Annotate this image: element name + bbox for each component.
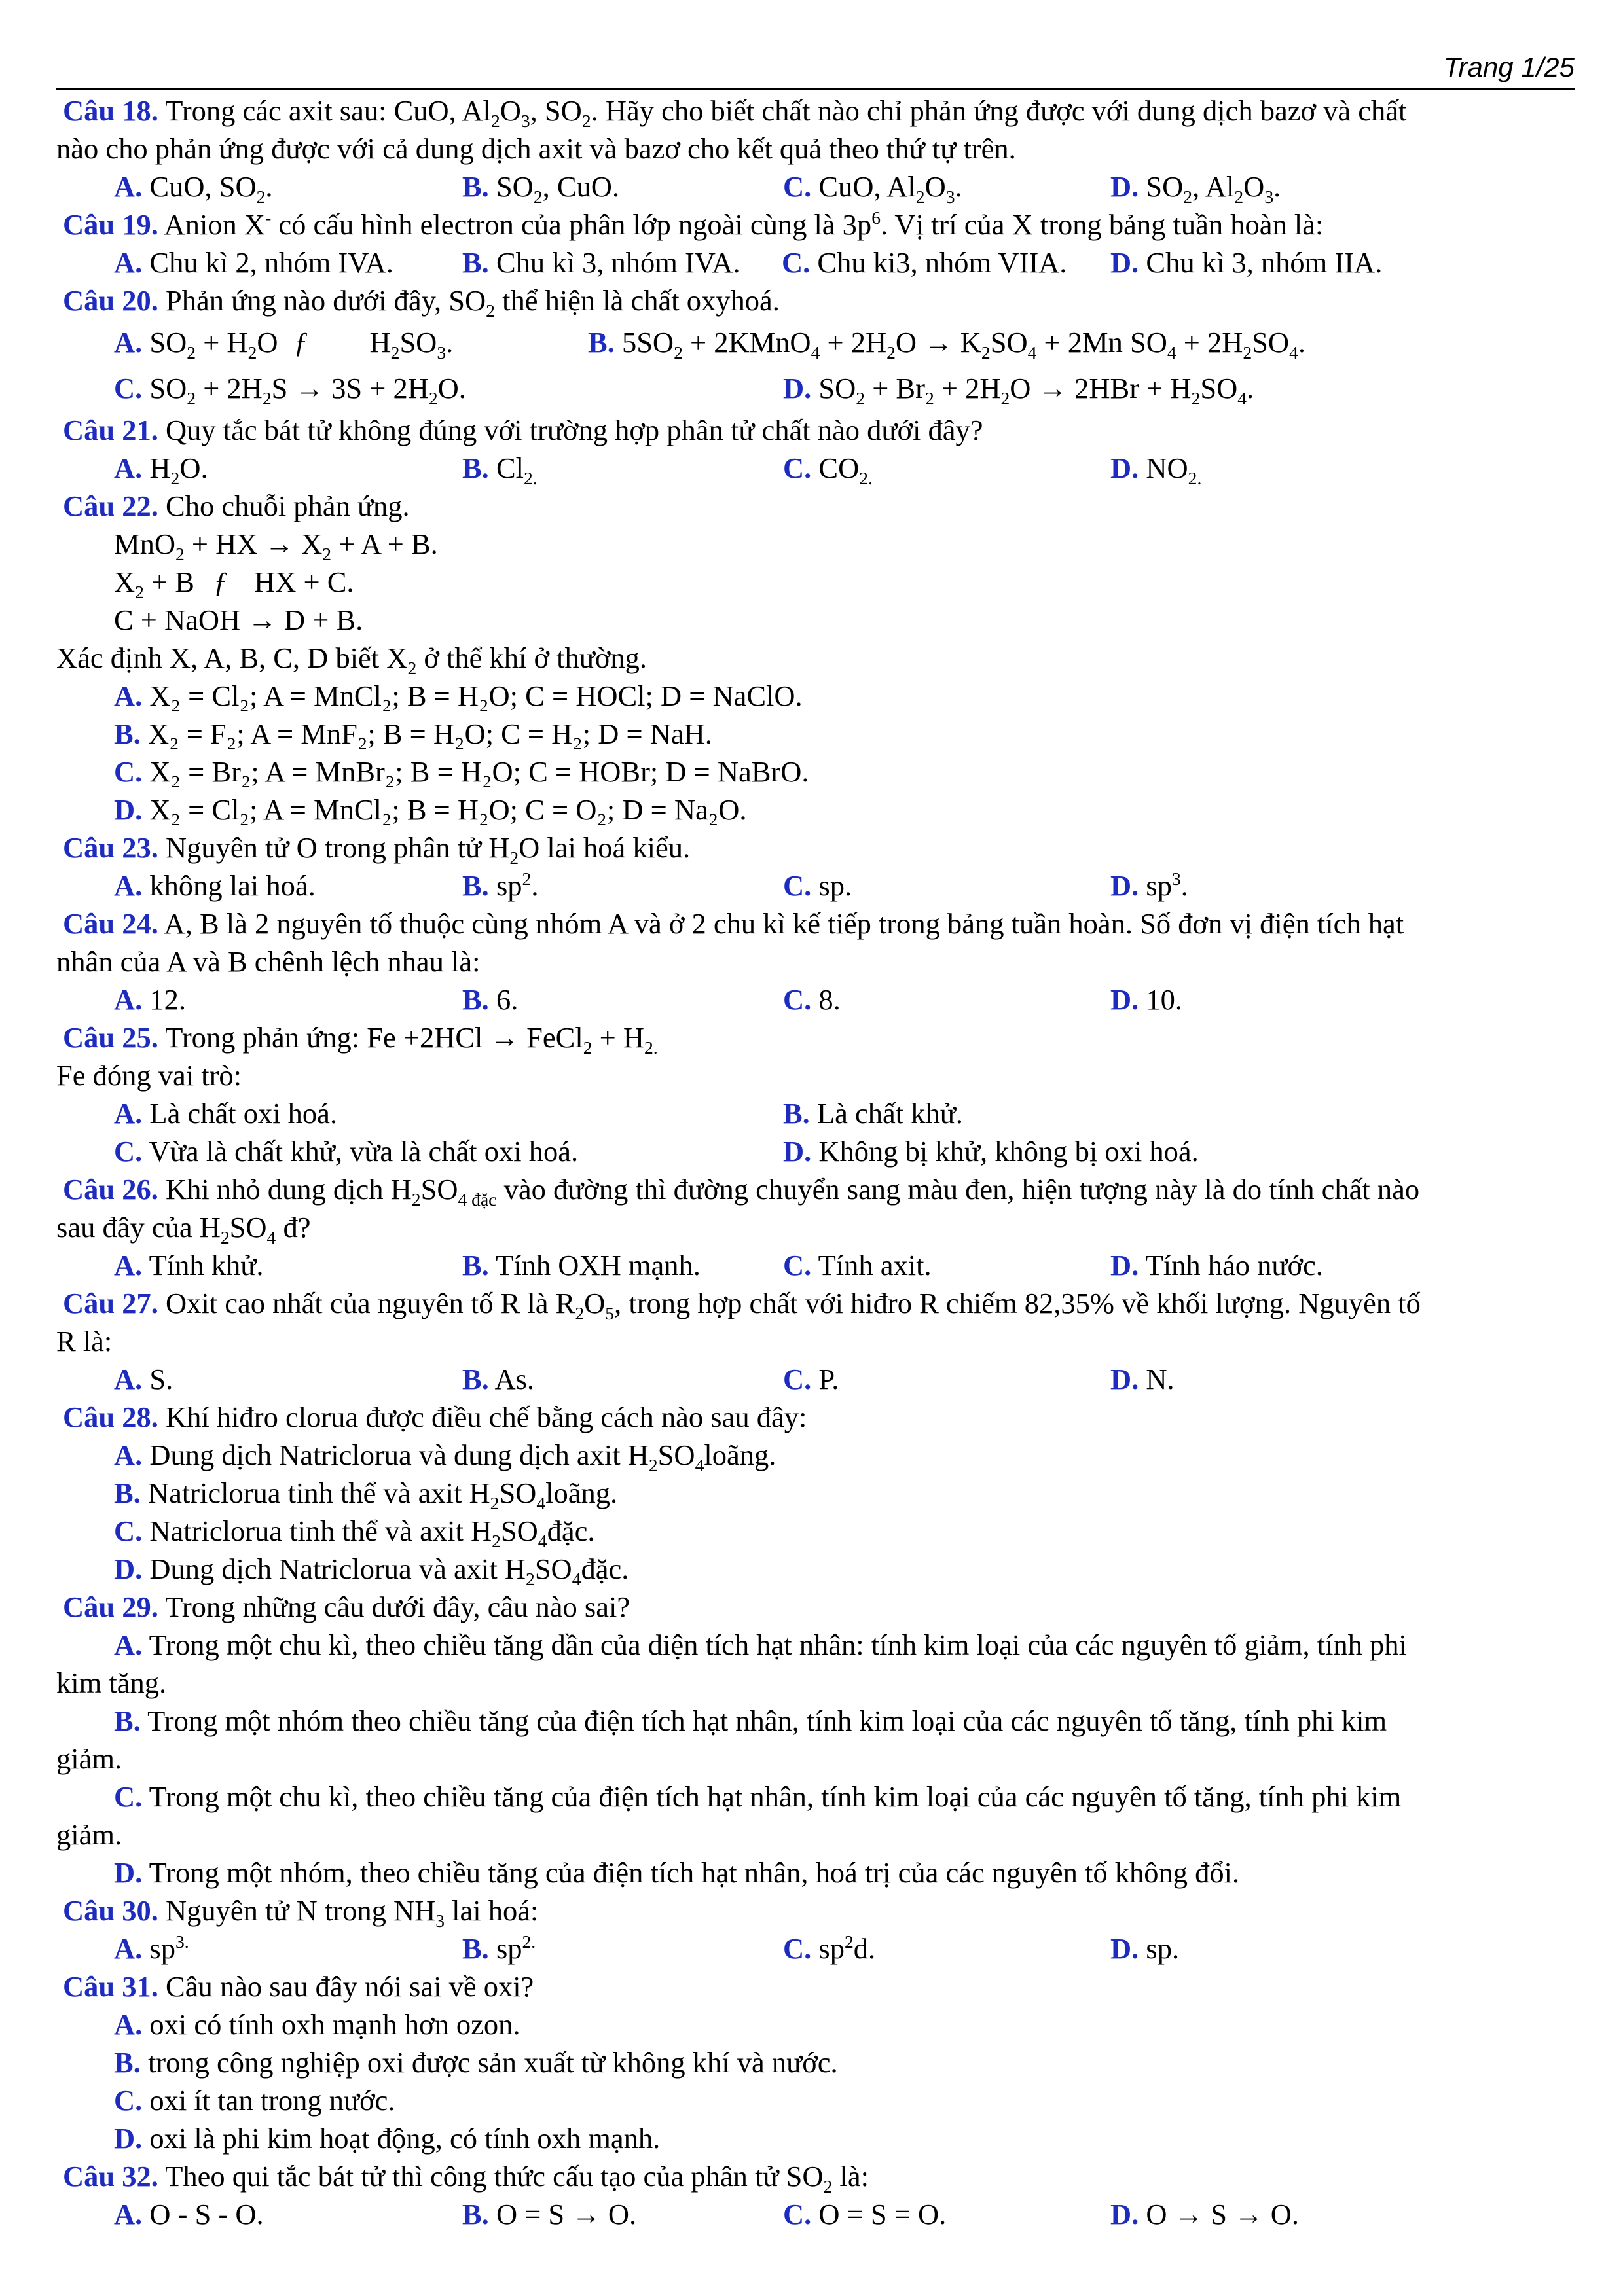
option-a[interactable]: A. 12. (114, 983, 187, 1016)
question-text: sau đây của $H_2SO_4$ đ? (56, 1211, 311, 1247)
page-number: Trang 1/25 (1443, 52, 1575, 82)
option-row (56, 2195, 1575, 2233)
option-d[interactable]: D. Dung dịch Natriclorua và axit $H_2SO_4đặc$. (114, 1552, 629, 1589)
option-b-cont: giảm. (56, 1742, 122, 1775)
option-d[interactable]: D. Không bị khử, không bị oxi hoá. (783, 1135, 1199, 1168)
option-d[interactable]: D. $SO_2$, $Al_2O_3$. (1110, 170, 1281, 207)
option-row (56, 1360, 1575, 1398)
option-c[interactable]: C. oxi ít tan trong nước. (114, 2084, 395, 2117)
option-c[interactable]: C. sp. (783, 869, 852, 902)
reaction-2: $X_2 + B$ ƒ HX + C. (56, 563, 1575, 601)
option-b[interactable]: B. Chu kì 3, nhóm IVA. (462, 246, 740, 279)
option-d[interactable]: D. Tính háo nước. (1110, 1249, 1323, 1282)
option-c[interactable]: C. $sp^2d$. (783, 1931, 876, 1965)
equilibrium-icon: ƒ (293, 326, 308, 359)
question-19: Câu 19. Anion X- có cấu hình electron của phân lớp ngoài cùng là $3p^6$. Vị trí của X trong bảng tuần hoàn là: (63, 207, 1324, 241)
question-25: Câu 25. Trong phản ứng: Fe +2HCl → FeCl$_2$ + $H_{2.}$ (63, 1021, 658, 1058)
option-b[interactable]: B. $sp^2$. (462, 869, 539, 902)
option-c[interactable]: C. P. (783, 1363, 839, 1395)
option-b[interactable]: B. Trong một nhóm theo chiều tăng của điện tích hạt nhân, tính kim loại của các nguyên tố tăng, tính phi kim (114, 1704, 1387, 1737)
option-row (56, 1246, 1575, 1284)
option-row (56, 1094, 1575, 1132)
option-b[interactable]: B. O = S → O. (462, 2198, 637, 2231)
question-26: Câu 26. Khi nhỏ dung dịch $H_2SO_{4 đặc}$ vào đường thì đường chuyển sang màu đen, hiện tượng này là do tính chất nào (63, 1173, 1420, 1210)
reaction-3: C + NaOH → D + B. (114, 603, 363, 636)
question-20: Câu 20. Phản ứng nào dưới đây, $SO_2$ thể hiện là chất oxyhoá. (63, 284, 780, 321)
option-c[interactable]: C. Chu ki3, nhóm VIIA. (782, 246, 1067, 279)
option-row (56, 980, 1575, 1018)
option-c[interactable]: C. Trong một chu kì, theo chiều tăng của điện tích hạt nhân, tính kim loại của các nguyên tố tăng, tính phi kim (114, 1780, 1402, 1813)
option-row (56, 365, 1575, 411)
option-d[interactable]: D. N. (1110, 1363, 1175, 1395)
option-a[interactable]: A. Trong một chu kì, theo chiều tăng dần của diện tích hạt nhân: tính kim loại của các nguyên tố giảm, tính phi (114, 1628, 1407, 1661)
option-b[interactable]: B. Natriclorua tinh thể và axit $H_2SO_4loãng$. (114, 1477, 618, 1513)
question-text: Xác định X, A, B, C, D biết $X_2$ ở thể khí ở thường. (56, 641, 647, 678)
option-a[interactable]: A. X₂ = Cl₂; A = MnCl₂; B = H₂O; C = HOCl; D = NaClO. (114, 679, 803, 712)
option-a[interactable]: A. O - S - O. (114, 2198, 264, 2231)
option-row (56, 1132, 1575, 1170)
option-a[interactable]: A. $SO_2 + H_2O$ ƒ $H_2SO_3$. (114, 319, 453, 365)
question-22: Câu 22. Cho chuỗi phản ứng. (63, 490, 410, 522)
question-32: Câu 32. Theo qui tắc bát tử thì công thức cấu tạo của phân tử $SO_2$ là: (63, 2160, 869, 2197)
question-24: Câu 24. A, B là 2 nguyên tố thuộc cùng nhóm A và ở 2 chu kì kế tiếp trong bảng tuần hoàn. Số đơn vị điện tích hạt (63, 907, 1404, 940)
question-text: R là: (56, 1325, 113, 1357)
option-d[interactable]: D. 10. (1110, 983, 1183, 1016)
question-23: Câu 23. Nguyên tử O trong phân tử $H_2O$ lai hoá kiểu. (63, 831, 691, 868)
equilibrium-icon: ƒ (213, 565, 228, 598)
option-row (56, 319, 1575, 365)
question-text: Fe đóng vai trò: (56, 1059, 242, 1092)
option-a[interactable]: A. Dung dịch Natriclorua và dung dịch axit $H_2SO_4loãng$. (114, 1439, 776, 1475)
option-c[interactable]: C. Natriclorua tinh thể và axit $H_2SO_4đặc$. (114, 1515, 595, 1551)
question-28: Câu 28. Khí hiđro clorua được điều chế bằng cách nào sau đây: (63, 1401, 807, 1433)
option-a[interactable]: A. Là chất oxi hoá. (114, 1097, 338, 1130)
option-a[interactable]: A. oxi có tính oxh mạnh hơn ozon. (114, 2008, 520, 2041)
option-b[interactable]: B. X₂ = F₂; A = MnF₂; B = H₂O; C = H₂; D = NaH. (114, 717, 712, 750)
option-c-cont: giảm. (56, 1818, 122, 1851)
option-row (56, 1929, 1575, 1967)
question-text: nào cho phản ứng được với cả dung dịch axit và bazơ cho kết quả theo thứ tự trên. (56, 132, 1016, 165)
question-list (56, 92, 1575, 2233)
reaction-1: MnO$_2$ + HX → $X_2 + A + B$. (114, 528, 438, 564)
option-c[interactable]: C. Vừa là chất khử, vừa là chất oxi hoá. (114, 1135, 579, 1168)
option-a[interactable]: A. Chu kì 2, nhóm IVA. (114, 246, 393, 279)
option-b[interactable]: B. $sp^{2.}$ (462, 1931, 536, 1965)
option-c[interactable]: C. $SO_2 + 2H_2S \to 3S + 2H_2O$. (114, 372, 466, 408)
option-a[interactable]: A. $H_2O$. (114, 452, 208, 488)
option-row (56, 168, 1575, 206)
question-31: Câu 31. Câu nào sau đây nói sai về oxi? (63, 1970, 534, 2003)
option-b[interactable]: B. Tính OXH mạnh. (462, 1249, 701, 1282)
option-a[interactable]: A. S. (114, 1363, 173, 1395)
question-18: Câu 18. Trong các axit sau: CuO, $Al_2O_3$, $SO_2$. Hãy cho biết chất nào chỉ phản ứng được với dung dịch bazơ và chất (63, 94, 1407, 131)
option-c[interactable]: C. $CO_{2.}$ (783, 452, 873, 488)
option-c[interactable]: C. 8. (783, 983, 841, 1016)
option-d[interactable]: D. sp. (1110, 1932, 1180, 1965)
question-30: Câu 30. Nguyên tử N trong $NH_3$ lai hoá: (63, 1894, 539, 1931)
option-b[interactable]: B. $5SO_2$ + 2KMnO$_4$ + $2H_2O \to K_2SO_4 + 2Mn$ $SO_4 + 2H_2SO_4$. (588, 326, 1305, 363)
question-29: Câu 29. Trong những câu dưới đây, câu nào sai? (63, 1590, 630, 1623)
option-d[interactable]: D. oxi là phi kim hoạt động, có tính oxh mạnh. (114, 2122, 661, 2155)
option-c[interactable]: C. Tính axit. (783, 1249, 932, 1282)
option-row (56, 867, 1575, 905)
option-b[interactable]: B. As. (462, 1363, 535, 1395)
option-b[interactable]: B. Là chất khử. (783, 1097, 963, 1130)
option-a[interactable]: A. không lai hoá. (114, 869, 316, 902)
option-a[interactable]: A. $sp^{3.}$ (114, 1931, 189, 1965)
option-b[interactable]: B. $SO_2$, CuO. (462, 170, 620, 207)
option-d[interactable]: D. $SO_2 + Br_2 + 2H_2O \to 2HBr + H_2SO_4$. (783, 372, 1254, 408)
option-d[interactable]: D. $sp^3$. (1110, 869, 1188, 902)
option-a[interactable]: A. CuO, $SO_2$. (114, 170, 273, 207)
option-a[interactable]: A. Tính khử. (114, 1249, 264, 1282)
question-number: Câu 18. (63, 94, 158, 127)
option-b[interactable]: B. 6. (462, 983, 519, 1016)
option-c[interactable]: C. O = S = O. (783, 2198, 947, 2231)
question-text: nhân của A và B chênh lệch nhau là: (56, 945, 481, 978)
option-b[interactable]: B. $Cl_{2.}$ (462, 452, 538, 488)
option-d[interactable]: D. X₂ = Cl₂; A = MnCl₂; B = H₂O; C = O₂; D = Na₂O. (114, 793, 747, 826)
option-c[interactable]: C. X₂ = Br₂; A = MnBr₂; B = H₂O; C = HOBr; D = NaBrO. (114, 755, 809, 788)
option-b[interactable]: B. trong công nghiệp oxi được sản xuất từ không khí và nước. (114, 2046, 838, 2079)
option-c[interactable]: C. CuO, $Al_2O_3$. (783, 170, 962, 207)
option-d[interactable]: D. Chu kì 3, nhóm IIA. (1110, 246, 1383, 279)
question-21: Câu 21. Quy tắc bát tử không đúng với trường hợp phân tử chất nào dưới đây? (63, 414, 983, 446)
option-a-cont: kim tăng. (56, 1666, 167, 1699)
option-d[interactable]: D. $NO_{2.}$ (1110, 452, 1202, 488)
option-d[interactable]: D. O → S → O. (1110, 2198, 1300, 2231)
option-d[interactable]: D. Trong một nhóm, theo chiều tăng của điện tích hạt nhân, hoá trị của các nguyên tố không đổi. (114, 1856, 1240, 1889)
option-row (56, 243, 1575, 281)
option-row (56, 449, 1575, 487)
header-rule (56, 88, 1575, 90)
question-27: Câu 27. Oxit cao nhất của nguyên tố R là $R_2O_5$, trong hợp chất với hiđro R chiếm 82,35% về khối lượng. Nguyên tố (63, 1287, 1421, 1323)
